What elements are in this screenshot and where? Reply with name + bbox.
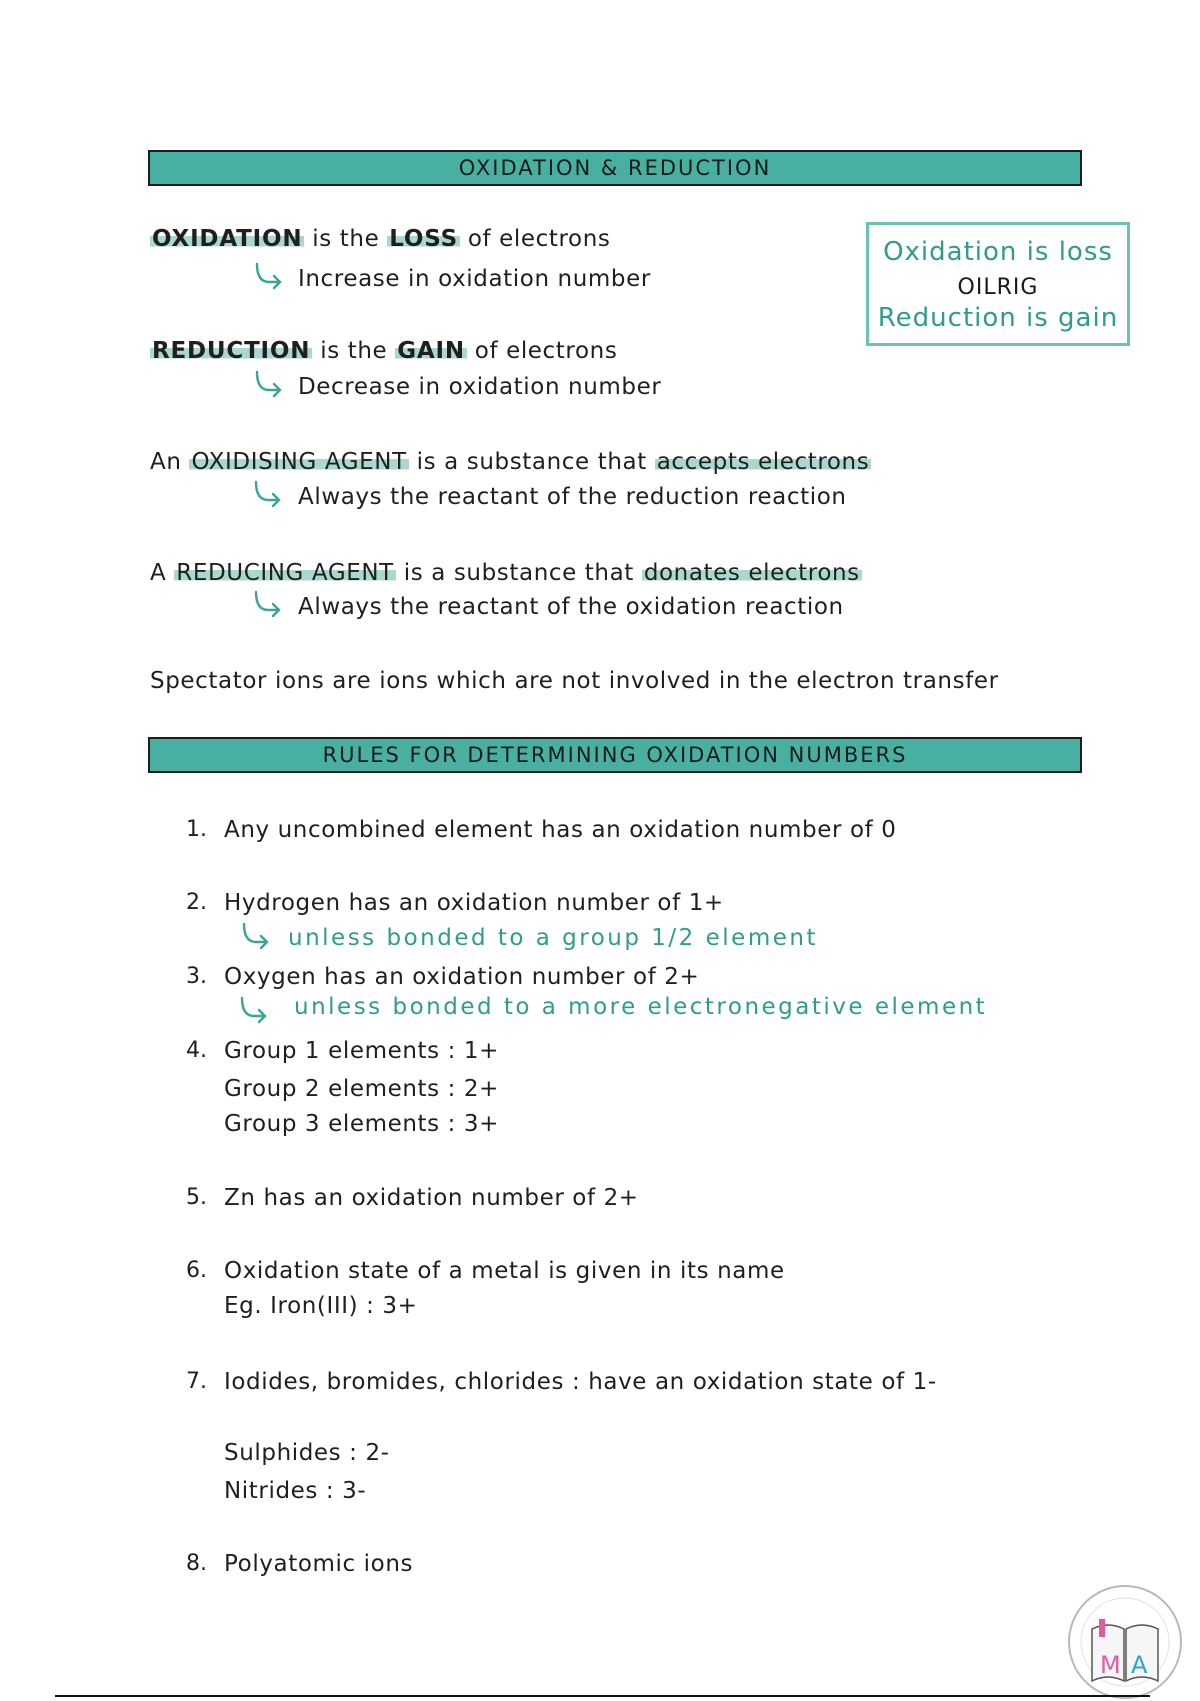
page-bottom-rule xyxy=(55,1695,1150,1697)
section-banner-rules xyxy=(148,737,1082,773)
rule-note: unless bonded to a more electronegative element xyxy=(294,994,988,1020)
oxidation-sub: Increase in oxidation number xyxy=(298,266,651,292)
oxidising-agent-term: OXIDISING AGENT xyxy=(191,449,407,475)
reducing-agent-definition xyxy=(150,560,862,586)
rule-extra: Group 3 elements : 3+ xyxy=(224,1111,499,1137)
rule-extra: Nitrides : 3- xyxy=(224,1478,367,1504)
reducing-action: donates electrons xyxy=(643,560,860,586)
arrow-icon xyxy=(240,922,270,950)
rule-text: Any uncombined element has an oxidation number of 0 xyxy=(224,817,897,843)
rule-text: Iodides, bromides, chlorides : have an oxidation state of 1- xyxy=(224,1369,937,1395)
oxidising-agent-sub: Always the reactant of the reduction reaction xyxy=(298,484,847,510)
brand-logo xyxy=(1066,1583,1184,1701)
rule-extra: Eg. Iron(III) : 3+ xyxy=(224,1293,418,1319)
oxidation-key: LOSS xyxy=(389,226,458,252)
oxidising-action: accepts electrons xyxy=(656,449,870,475)
rule-text: Oxidation state of a metal is given in its name xyxy=(224,1258,785,1284)
reduction-definition xyxy=(150,338,617,364)
arrow-icon xyxy=(252,480,282,508)
oxidising-agent-definition xyxy=(150,449,871,475)
arrow-icon xyxy=(253,262,283,290)
rule-number: 5. xyxy=(186,1185,207,1210)
reduction-sub: Decrease in oxidation number xyxy=(298,374,662,400)
rule-number: 6. xyxy=(186,1258,207,1283)
banner-title: RULES FOR DETERMINING OXIDATION NUMBERS xyxy=(322,743,908,767)
banner-title: OXIDATION & REDUCTION xyxy=(458,156,772,180)
reduction-term: REDUCTION xyxy=(152,338,311,364)
oilrig-acronym: OILRIG xyxy=(957,275,1039,300)
oxidation-mid1: is the xyxy=(304,226,388,252)
oxidation-mid2: of electrons xyxy=(459,226,611,252)
rule-text: Polyatomic ions xyxy=(224,1551,414,1577)
arrow-icon xyxy=(253,370,283,398)
reducing-agent-term: REDUCING AGENT xyxy=(176,560,394,586)
oilrig-box xyxy=(866,222,1130,346)
logo-letter-m: M xyxy=(1100,1651,1121,1679)
reducing-agent-sub: Always the reactant of the oxidation reaction xyxy=(298,594,844,620)
logo-letter-a: A xyxy=(1131,1651,1148,1679)
rule-extra: Sulphides : 2- xyxy=(224,1440,390,1466)
rule-note: unless bonded to a group 1/2 element xyxy=(288,925,818,951)
oxidation-term: OXIDATION xyxy=(152,226,303,252)
arrow-icon xyxy=(238,996,268,1024)
oilrig-line2: Reduction is gain xyxy=(877,303,1119,333)
reduction-mid1: is the xyxy=(312,338,396,364)
spectator-ions-text: Spectator ions are ions which are not involved in the electron transfer xyxy=(150,668,999,694)
rule-number: 7. xyxy=(186,1369,207,1394)
rule-text: Oxygen has an oxidation number of 2+ xyxy=(224,964,700,990)
reducing-mid: is a substance that xyxy=(395,560,642,586)
section-banner-oxidation-reduction xyxy=(148,150,1082,186)
oxidising-mid: is a substance that xyxy=(408,449,655,475)
reduction-mid2: of electrons xyxy=(466,338,618,364)
reducing-prefix: A xyxy=(150,560,175,586)
arrow-icon xyxy=(252,590,282,618)
oxidation-definition xyxy=(150,226,610,252)
rule-number: 1. xyxy=(186,817,207,842)
rule-extra: Group 2 elements : 2+ xyxy=(224,1076,499,1102)
rule-number: 8. xyxy=(186,1551,207,1576)
rule-text: Hydrogen has an oxidation number of 1+ xyxy=(224,890,724,916)
rule-number: 2. xyxy=(186,890,207,915)
oilrig-line1: Oxidation is loss xyxy=(883,237,1113,267)
rule-number: 4. xyxy=(186,1038,207,1063)
rule-text: Group 1 elements : 1+ xyxy=(224,1038,499,1064)
rule-number: 3. xyxy=(186,964,207,989)
oxidising-prefix: An xyxy=(150,449,190,475)
rule-text: Zn has an oxidation number of 2+ xyxy=(224,1185,639,1211)
reduction-key: GAIN xyxy=(397,338,465,364)
